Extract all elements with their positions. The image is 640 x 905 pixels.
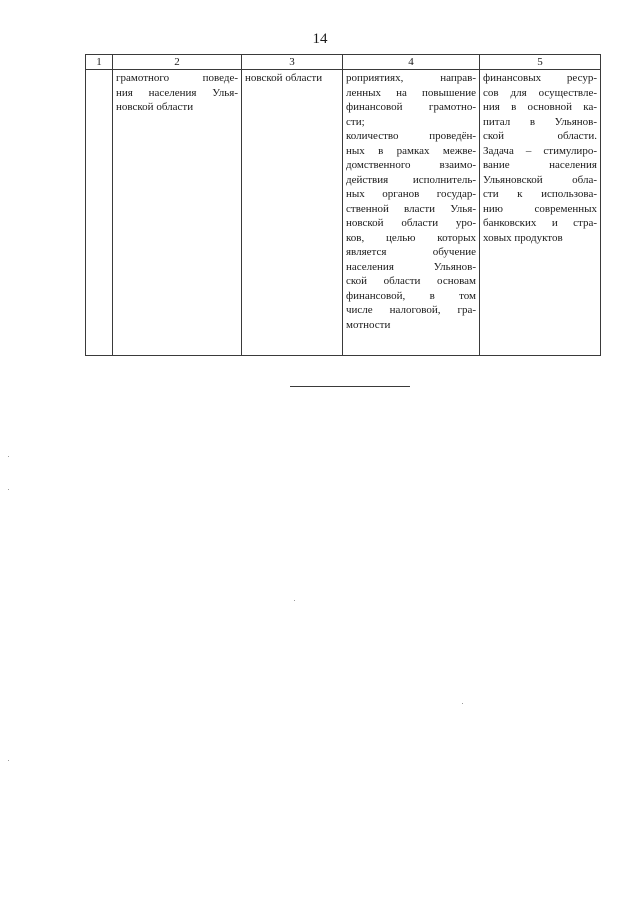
cell-text-line: новской области	[116, 101, 194, 113]
cell-text-line: новской области	[245, 72, 323, 84]
cell-text-line: ской области основам	[346, 275, 476, 287]
cell-text-line: финансовых ресур-	[483, 72, 597, 84]
scan-speck	[8, 760, 9, 761]
column-header-2: 2	[113, 55, 242, 70]
cell-text-line: числе налоговой, гра-	[346, 304, 476, 316]
cell-text-line: ленных на повышение	[346, 86, 476, 99]
cell-col1	[86, 70, 113, 356]
cell-text-line: ственной власти Улья-	[346, 202, 476, 215]
scan-speck	[8, 489, 9, 490]
cell-text-line: Ульяновской обла-	[483, 173, 597, 186]
cell-text-line: ния населения Улья-	[116, 86, 238, 99]
cell-text-line: сти;	[346, 115, 365, 128]
cell-text-line: ков, целью которых	[346, 231, 476, 244]
cell-col4	[343, 70, 480, 356]
cell-col3	[242, 70, 343, 356]
cell-text-line: питал в Ульянов-	[483, 115, 597, 128]
column-header-5: 5	[480, 55, 601, 70]
column-header-3: 3	[242, 55, 343, 70]
cell-text-line: ных в рамках межве-	[346, 144, 476, 157]
scan-speck	[294, 600, 295, 601]
column-header-1: 1	[86, 55, 113, 70]
cell-text-line: роприятиях, направ-	[346, 72, 476, 84]
scan-speck	[462, 703, 463, 704]
cell-text-line: сти к использова-	[483, 188, 597, 200]
separator-line	[290, 386, 410, 387]
cell-text-line: сов для осуществле-	[483, 86, 597, 99]
cell-text-line: грамотного поведе-	[116, 72, 238, 84]
table-row	[86, 70, 601, 356]
data-table	[85, 54, 601, 356]
cell-text-line: мотности	[346, 318, 391, 331]
cell-text-line: нию современных	[483, 202, 597, 215]
cell-text-line: ния в основной ка-	[483, 101, 597, 113]
column-header-4: 4	[343, 55, 480, 70]
cell-text-line: количество проведён-	[346, 130, 476, 142]
cell-text-line: действия исполнитель-	[346, 173, 476, 186]
cell-text-line: домственного взаимо-	[346, 159, 476, 171]
table-header-row	[86, 55, 601, 70]
cell-text-line: ховых продуктов	[483, 231, 563, 244]
cell-text-line: вание населения	[483, 159, 597, 171]
page-number: 14	[312, 31, 328, 47]
cell-text-line: населения Ульянов-	[346, 260, 476, 273]
cell-col5	[480, 70, 601, 356]
cell-col2	[113, 70, 242, 356]
cell-text-line: банковских и стра-	[483, 217, 597, 229]
scan-speck	[8, 456, 9, 457]
cell-text-line: финансовой грамотно-	[346, 101, 476, 113]
cell-text-line: ных органов государ-	[346, 188, 476, 200]
cell-text-line: является обучение	[346, 246, 476, 258]
cell-text-line: финансовой, в том	[346, 289, 476, 302]
cell-text-line: ской области.	[483, 130, 597, 142]
cell-text-line: Задача – стимулиро-	[483, 144, 597, 157]
cell-text-line: новской области уро-	[346, 217, 476, 229]
